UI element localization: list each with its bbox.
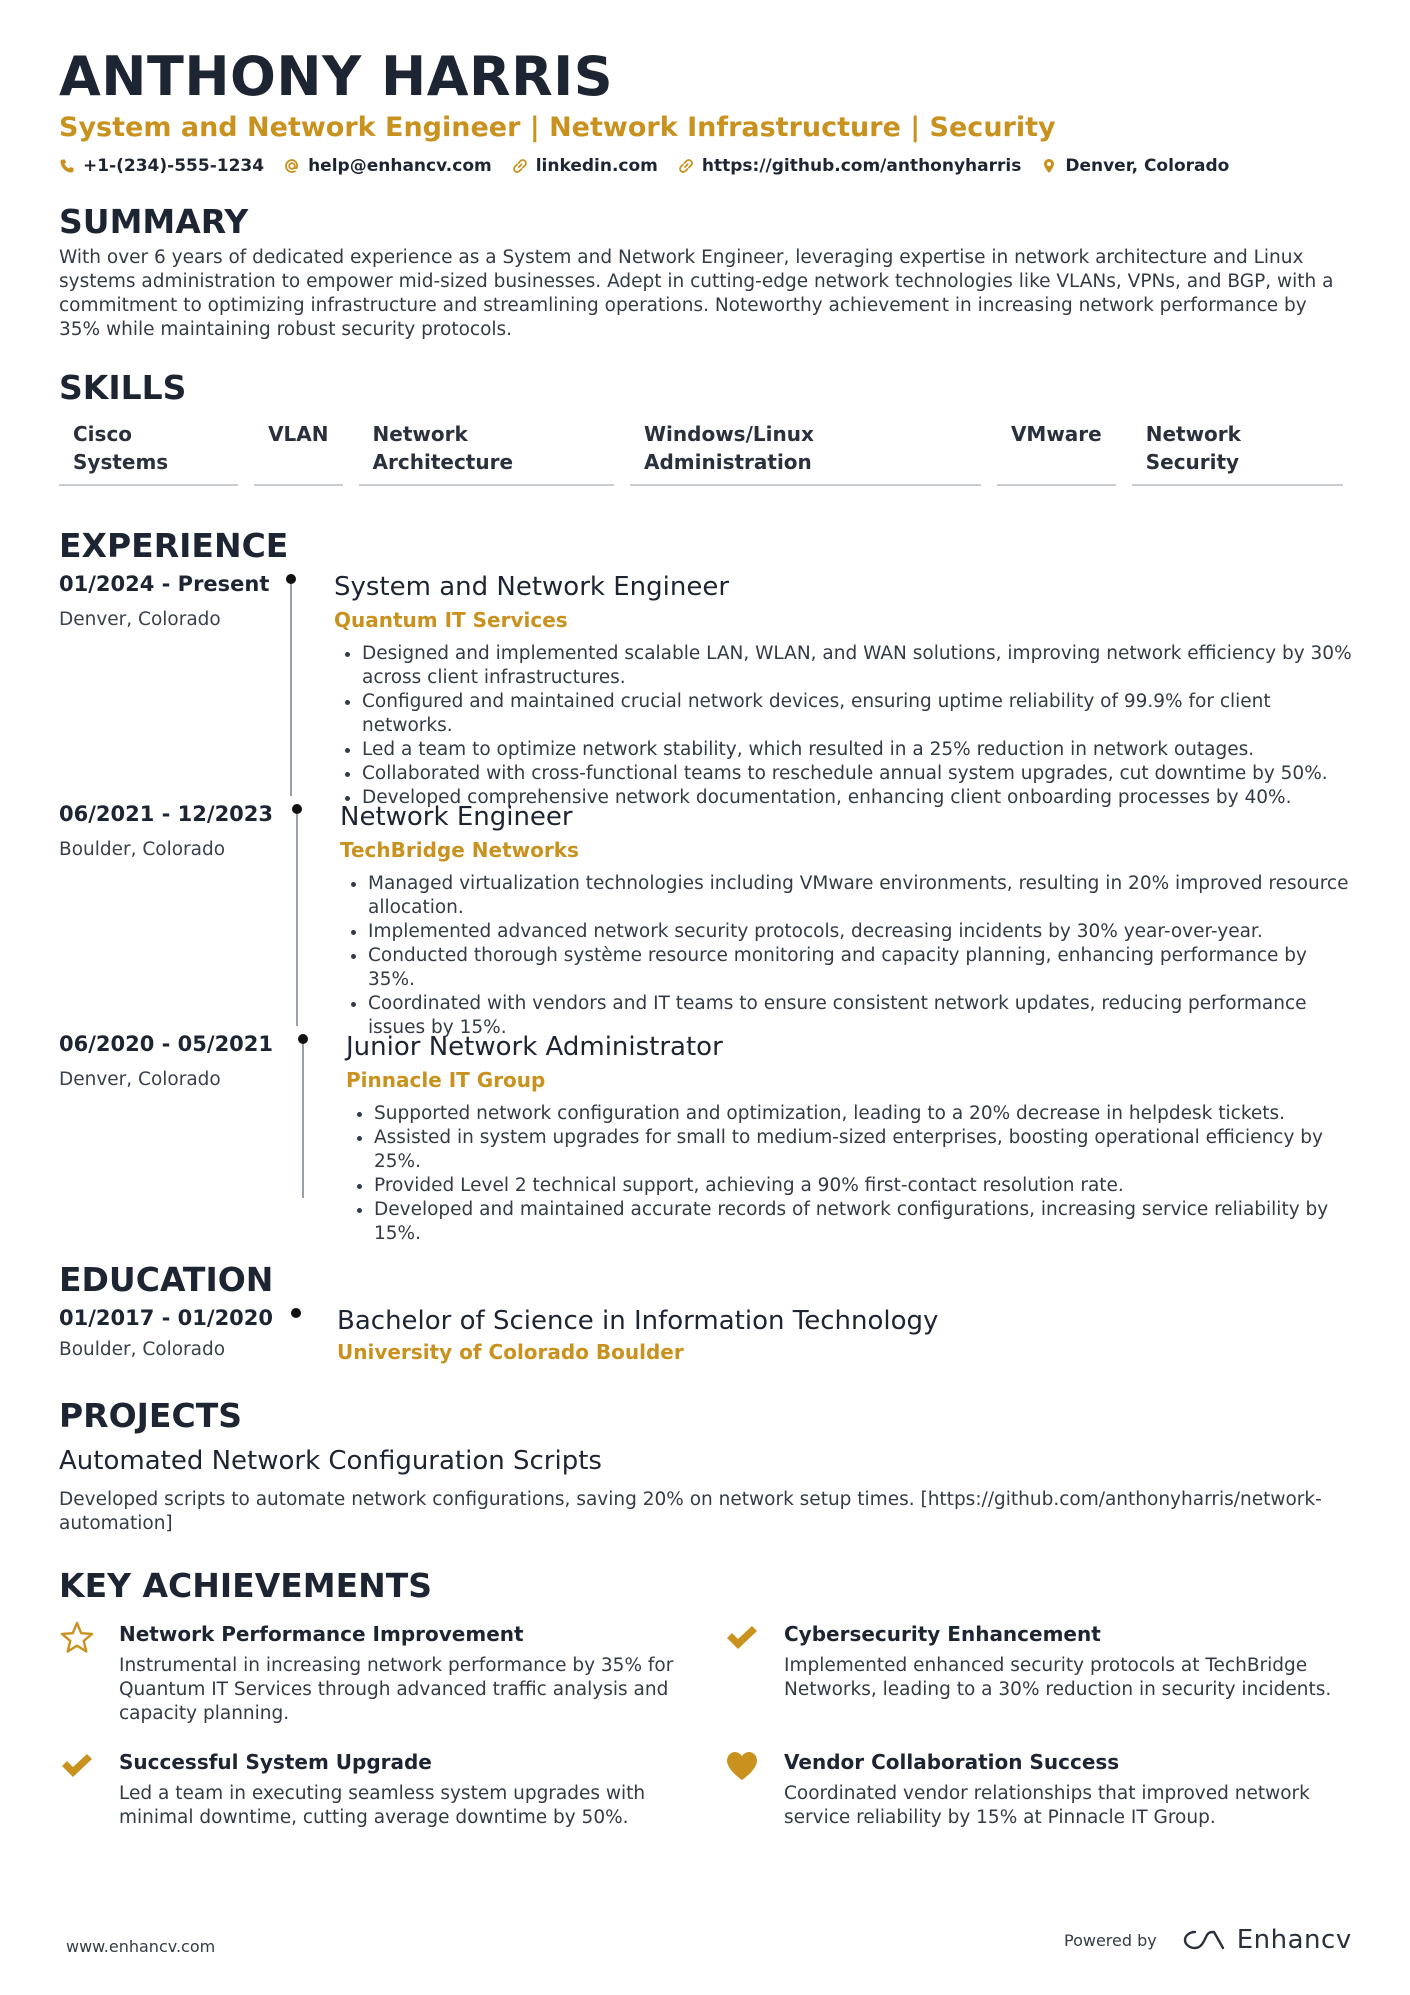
check-icon — [724, 1620, 760, 1656]
job-date: 01/2024 - Present — [59, 572, 270, 596]
bullet-item: • Designed and implemented scalable LAN, WLAN, and WAN solutions, improving network efficiency by 30% across client infrastructures. — [362, 642, 1359, 690]
achievements-heading: KEY ACHIEVEMENTS — [59, 1566, 433, 1605]
timeline-dot — [291, 1308, 301, 1318]
candidate-name: ANTHONY HARRIS — [59, 45, 614, 108]
enhancv-logo-icon — [1181, 1927, 1227, 1953]
job-title: Network Engineer — [340, 802, 573, 832]
projects-section — [59, 1396, 1359, 1536]
achievement-title: Successful System Upgrade — [119, 1750, 432, 1774]
timeline-dot — [298, 1034, 308, 1044]
star-icon — [59, 1620, 95, 1656]
contact-bar — [59, 156, 1359, 176]
project-description: Developed scripts to automate network configurations, saving 20% on network setup times. [https://github.com/anthonyharris/network-automation] — [59, 1489, 1322, 1534]
achievement-item — [59, 1748, 724, 1830]
company-name: Quantum IT Services — [334, 608, 568, 632]
job-location: Boulder, Colorado — [59, 839, 226, 860]
education-heading: EDUCATION — [59, 1260, 274, 1299]
job-location: Denver, Colorado — [59, 1069, 221, 1090]
skill-tag: Network Architecture — [359, 420, 614, 486]
contact-phone[interactable] — [59, 156, 264, 176]
powered-by-label: Powered by — [1064, 1930, 1157, 1950]
skills-list — [59, 420, 1359, 486]
bullet-item: • Provided Level 2 technical support, achieving a 90% first-contact resolution rate. — [374, 1174, 1359, 1198]
resume-header — [59, 46, 1359, 176]
location-pin-icon — [1041, 158, 1057, 174]
contact-email[interactable] — [284, 156, 492, 176]
job-title: Junior Network Administrator — [346, 1032, 723, 1062]
job-title: System and Network Engineer — [334, 572, 730, 602]
skill-tag: Network Security — [1132, 420, 1343, 486]
bullet-item: • Coordinated with vendors and IT teams to ensure consistent network updates, reducing performance issues by 15%. — [368, 992, 1359, 1040]
job-entry — [59, 1030, 1359, 1260]
bullet-item: • Implemented advanced network security protocols, decreasing incidents by 30% year-over-year. — [368, 920, 1359, 944]
contact-github[interactable] — [678, 156, 1021, 176]
project-title: Automated Network Configuration Scripts — [59, 1446, 602, 1476]
summary-heading: SUMMARY — [59, 202, 249, 241]
education-entry — [59, 1304, 1359, 1366]
timeline-line — [302, 1038, 304, 1198]
achievement-description: Instrumental in increasing network performance by 35% for Quantum IT Services through advanced traffic analysis and capacity planning. — [119, 1655, 674, 1724]
experience-timeline — [59, 570, 1359, 1260]
skills-heading: SKILLS — [59, 368, 187, 407]
bullet-item: • Collaborated with cross-functional teams to reschedule annual system upgrades, cut downtime by 50%. — [362, 762, 1359, 786]
job-entry — [59, 570, 1359, 808]
education-section — [59, 1260, 1359, 1366]
phone-number: +1-(234)-555-1234 — [83, 156, 265, 176]
job-date: 06/2020 - 05/2021 — [59, 1032, 274, 1056]
summary-section — [59, 202, 1359, 342]
experience-heading: EXPERIENCE — [59, 526, 289, 565]
school-name: University of Colorado Boulder — [337, 1340, 684, 1364]
location-text: Denver, Colorado — [1065, 156, 1230, 176]
timeline-dot — [286, 574, 296, 584]
footer-branding — [1064, 1925, 1352, 1955]
bullet-item: • Managed virtualization technologies including VMware environments, resulting in 20% improved resource allocation. — [368, 872, 1359, 920]
contact-linkedin[interactable] — [512, 156, 658, 176]
achievement-title: Vendor Collaboration Success — [784, 1750, 1120, 1774]
phone-icon — [59, 158, 75, 174]
company-name: Pinnacle IT Group — [346, 1068, 546, 1092]
achievement-title: Cybersecurity Enhancement — [784, 1622, 1101, 1646]
achievement-item — [724, 1620, 1349, 1726]
check-icon — [59, 1748, 95, 1784]
achievement-description: Implemented enhanced security protocols at TechBridge Networks, leading to a 30% reduction in security incidents. — [784, 1655, 1332, 1700]
bullet-item: • Led a team to optimize network stability, which resulted in a 25% reduction in network outages. — [362, 738, 1359, 762]
education-location: Boulder, Colorado — [59, 1339, 226, 1360]
heart-icon — [724, 1748, 760, 1784]
enhancv-wordmark[interactable]: Enhancv — [1236, 1925, 1352, 1955]
job-date: 06/2021 - 12/2023 — [59, 802, 274, 826]
footer-website[interactable]: www.enhancv.com — [66, 1937, 216, 1956]
summary-text: With over 6 years of dedicated experience as a System and Network Engineer, leveraging expertise in network architecture and Linux systems administration to empower mid-sized businesses. Adept in cutting-edge network technologies like VLANs, VPNs, and BGP, with a commitment to optimizing infrastructure and streamlining operations. Noteworthy achievement in increasing network performance by 35% while maintaining robust security protocols. — [59, 247, 1334, 340]
achievement-description: Coordinated vendor relationships that improved network service reliability by 15% at Pinnacle IT Group. — [784, 1783, 1310, 1828]
timeline-dot — [292, 804, 302, 814]
skill-tag: Cisco Systems — [59, 420, 238, 486]
degree-title: Bachelor of Science in Information Technology — [337, 1306, 939, 1336]
achievements-grid — [59, 1620, 1359, 1830]
at-sign-icon — [284, 158, 300, 174]
job-entry — [59, 800, 1359, 1038]
achievement-description: Led a team in executing seamless system upgrades with minimal downtime, cutting average downtime by 50%. — [119, 1783, 646, 1828]
contact-location — [1041, 156, 1229, 176]
link-icon — [512, 158, 528, 174]
experience-section — [59, 526, 1359, 1260]
bullet-item: • Assisted in system upgrades for small to medium-sized enterprises, boosting operational efficiency by 25%. — [374, 1126, 1359, 1174]
bullet-item: • Developed and maintained accurate records of network configurations, increasing service reliability by 15%. — [374, 1198, 1359, 1246]
job-bullets — [340, 872, 1359, 1040]
achievement-title: Network Performance Improvement — [119, 1622, 524, 1646]
resume-page — [59, 46, 1359, 1830]
bullet-item: • Conducted thorough système resource monitoring and capacity planning, enhancing performance by 35%. — [368, 944, 1359, 992]
bullet-item: • Developed comprehensive network documentation, enhancing client onboarding processes by 40%. — [362, 786, 1359, 810]
job-bullets — [334, 642, 1359, 810]
linkedin-link: linkedin.com — [535, 156, 658, 176]
timeline-line — [296, 808, 298, 1026]
skill-tag: Windows/Linux Administration — [630, 420, 981, 486]
company-name: TechBridge Networks — [340, 838, 579, 862]
achievement-item — [59, 1620, 724, 1726]
achievements-section — [59, 1566, 1359, 1830]
achievement-item — [724, 1748, 1349, 1830]
timeline-line — [290, 578, 292, 796]
bullet-item: • Supported network configuration and optimization, leading to a 20% decrease in helpdesk tickets. — [374, 1102, 1359, 1126]
job-bullets — [346, 1102, 1359, 1246]
bullet-item: • Configured and maintained crucial network devices, ensuring uptime reliability of 99.9% for client networks. — [362, 690, 1359, 738]
skills-section — [59, 368, 1359, 486]
github-link: https://github.com/anthonyharris — [701, 156, 1022, 176]
skill-tag: VMware — [997, 420, 1116, 486]
projects-heading: PROJECTS — [59, 1396, 242, 1435]
candidate-headline: System and Network Engineer | Network Infrastructure | Security — [59, 112, 1056, 143]
job-location: Denver, Colorado — [59, 609, 221, 630]
education-date: 01/2017 - 01/2020 — [59, 1306, 274, 1330]
email-address: help@enhancv.com — [308, 156, 492, 176]
link-icon — [678, 158, 694, 174]
skill-tag: VLAN — [254, 420, 342, 486]
